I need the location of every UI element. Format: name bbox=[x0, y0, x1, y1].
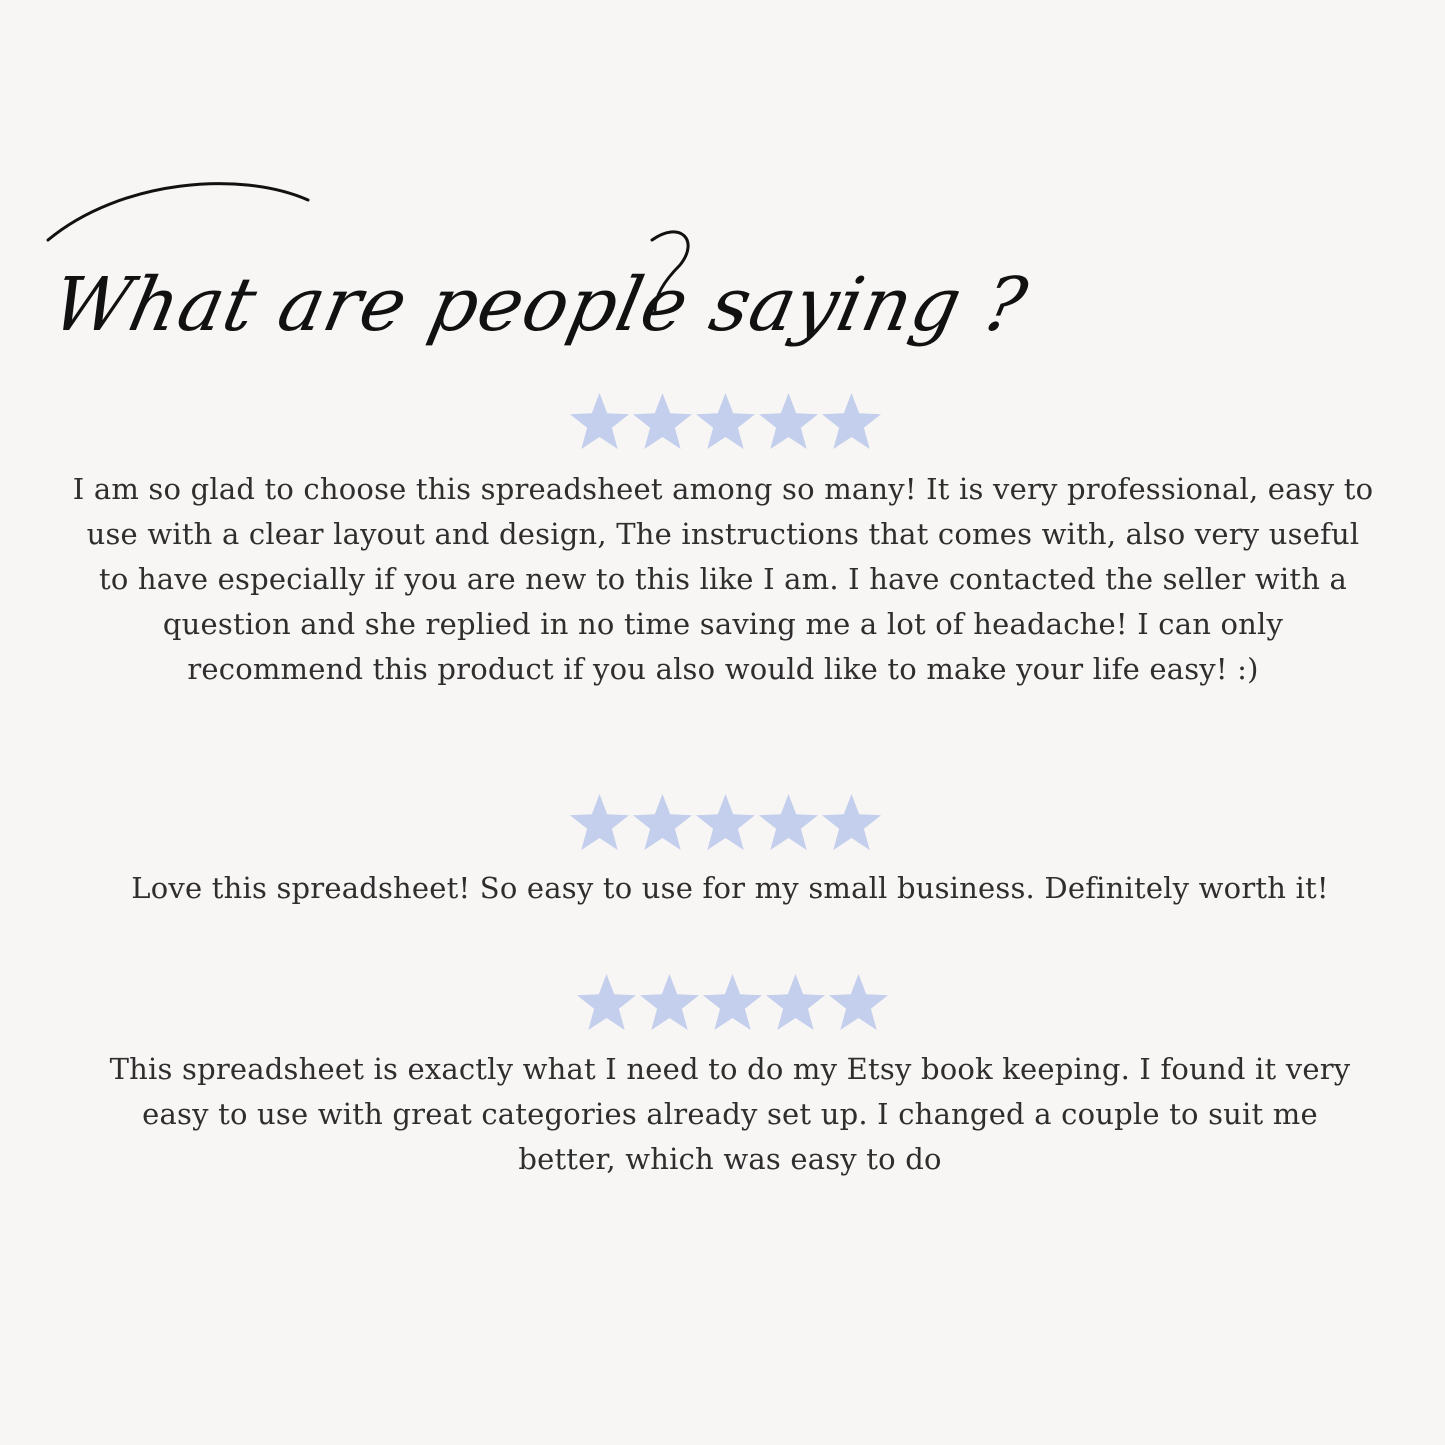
star-icon bbox=[576, 973, 637, 1031]
star-icon bbox=[639, 973, 700, 1031]
page-title: What are people saying ? bbox=[44, 262, 1035, 348]
star-icon bbox=[695, 392, 756, 450]
star-icon bbox=[695, 793, 756, 851]
star-icon bbox=[765, 973, 826, 1031]
star-icon bbox=[569, 793, 630, 851]
star-icon bbox=[821, 392, 882, 450]
star-icon bbox=[569, 392, 630, 450]
review-2-text: Love this spreadsheet! So easy to use for my small business. Definitely worth it! bbox=[131, 871, 1329, 905]
star-icon bbox=[758, 793, 819, 851]
star-icon bbox=[821, 793, 882, 851]
star-icon bbox=[702, 973, 763, 1031]
review-2-rating-stars bbox=[569, 793, 882, 851]
review-3-rating-stars bbox=[576, 973, 889, 1031]
star-icon bbox=[632, 793, 693, 851]
page-heading bbox=[40, 170, 1035, 360]
star-icon bbox=[758, 392, 819, 450]
review-1-rating-stars bbox=[569, 392, 882, 450]
star-icon bbox=[828, 973, 889, 1031]
review-3-text: This spreadsheet is exactly what I need to do my Etsy book keeping. I found it very easy to use with great categories already set up. I changed a couple to suit me better, which was easy to do bbox=[109, 1052, 1351, 1176]
star-icon bbox=[632, 392, 693, 450]
review-1-text: I am so glad to choose this spreadsheet among so many! It is very professional, easy to use with a clear layout and design, The instructions that comes with, also very useful to have especially if you are new to this like I am. I have contacted the seller with a question and she replied in no time saving me a lot of headache! I can only recommend this product if you also would like to make your life easy! :) bbox=[72, 472, 1374, 686]
